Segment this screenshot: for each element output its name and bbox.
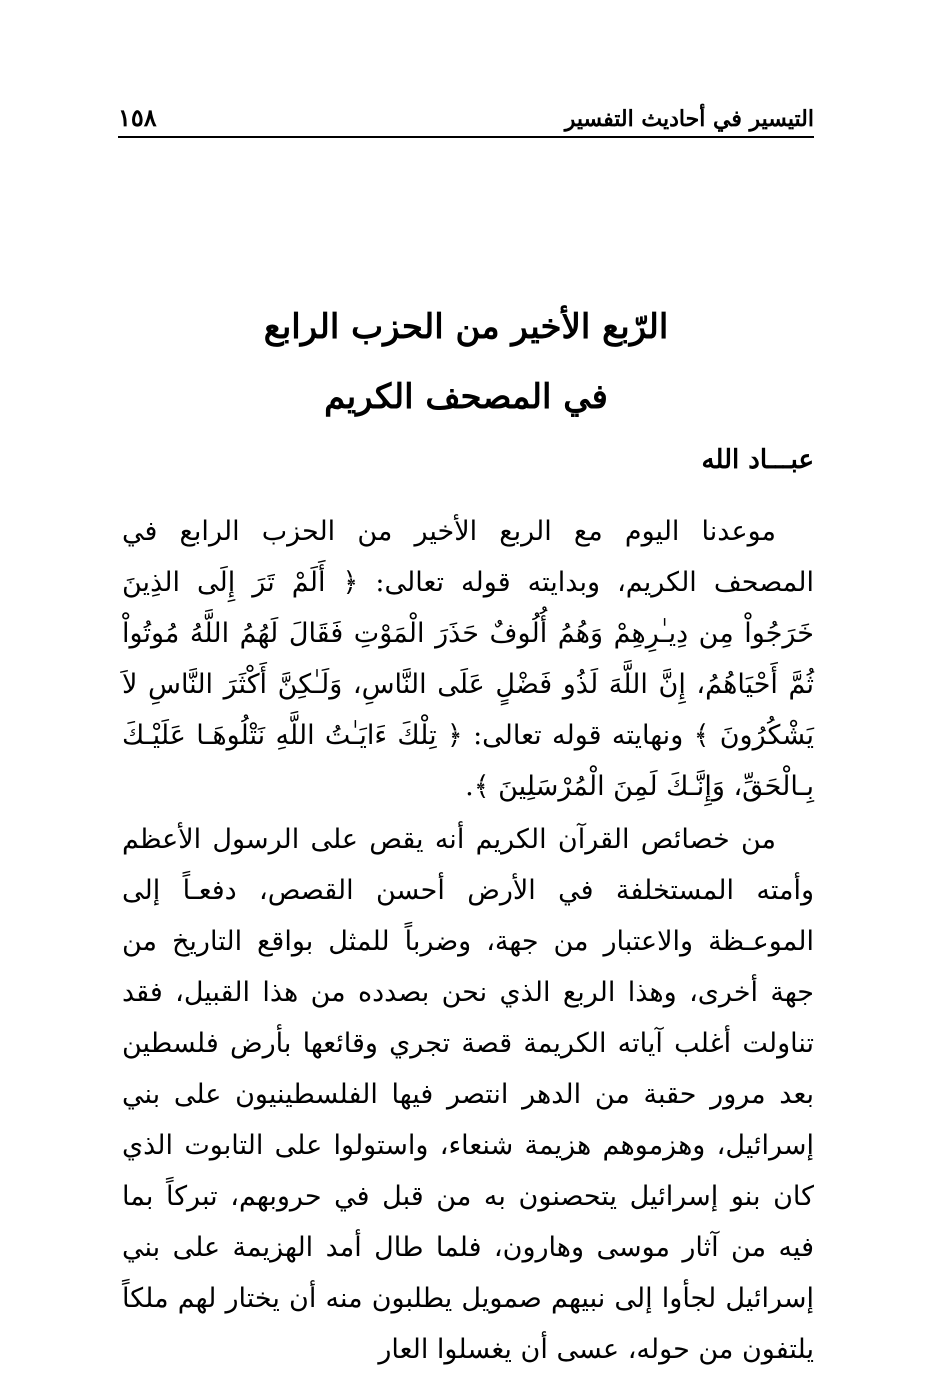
paragraph-2: من خصائص القرآن الكريم أنه يقص على الرسول الأعظم وأمته المستخلفة في الأرض أحسن القصص، دفعـاً إلى الموعـظة والاعتبار من جهة، وضرباً للمثل بواقع التاريخ من جهة أخرى، وهذا الربع الذي نحن بصدده من هذا القبيل، فقد تناولت أغلب آياته الكريمة قصة تجري وقائعها بأرض فلسطين بعد مرور حقبة من الدهر انتصر فيها الفلسطينيون على بني إسرائيل، وهزموهم هزيمة شنعاء، واستولوا على التابوت الذي كان بنو إسرائيل يتحصنون به من قبل في حروبهم، تبركاً بما فيه من آثار موسى وهارون، فلما طال أمد الهزيمة على بني إسرائيل لجأوا إلى نبيهم صمويل يطلبون منه أن يختار لهم ملكاً يلتفون من حوله، عسى أن يغسلوا العار [122, 824, 814, 1365]
paragraph-1: موعدنا اليوم مع الربع الأخير من الحزب الرابع في المصحف الكريم، وبدايته قوله تعالى: ﴿ أَلَمْ تَرَ إِلَى الذِينَ خَرَجُواْ مِن دِيـٰرِهِمْ وَهُمُ أُلُوفٌ حَذَرَ الْمَوْتِ فَقَالَ لَهُمُ اللَّهُ مُوتُواْ ثُمَّ أَحْيَاهُمُ، إِنَّ اللَّهَ لَذُو فَضْلٍ عَلَى النَّاسِ، وَلَـٰكِنَّ أَكْثَرَ النَّاسِ لاَ يَشْكُرُونَ ﴾ ونهايته قوله تعالى: ﴿ تِلْكَ ءَايَـٰتُ اللَّهِ نَتْلُوهَـا عَلَيْـكَ بِـالْحَقِّ، وَإِنَّـكَ لَمِنَ الْمُرْسَلِينَ ﴾. [122, 516, 814, 802]
section-heading: عبـــاد الله [701, 445, 814, 475]
chapter-title-line-1: الرّبع الأخير من الحزب الرابع [263, 307, 669, 347]
chapter-title [118, 292, 814, 432]
chapter-title-line-2: في المصحف الكريم [324, 377, 608, 417]
running-header [118, 100, 814, 138]
running-title: التيسير في أحاديث التفسير [564, 106, 814, 132]
page-number: ١٥٨ [118, 103, 157, 132]
body-text [122, 506, 814, 1375]
